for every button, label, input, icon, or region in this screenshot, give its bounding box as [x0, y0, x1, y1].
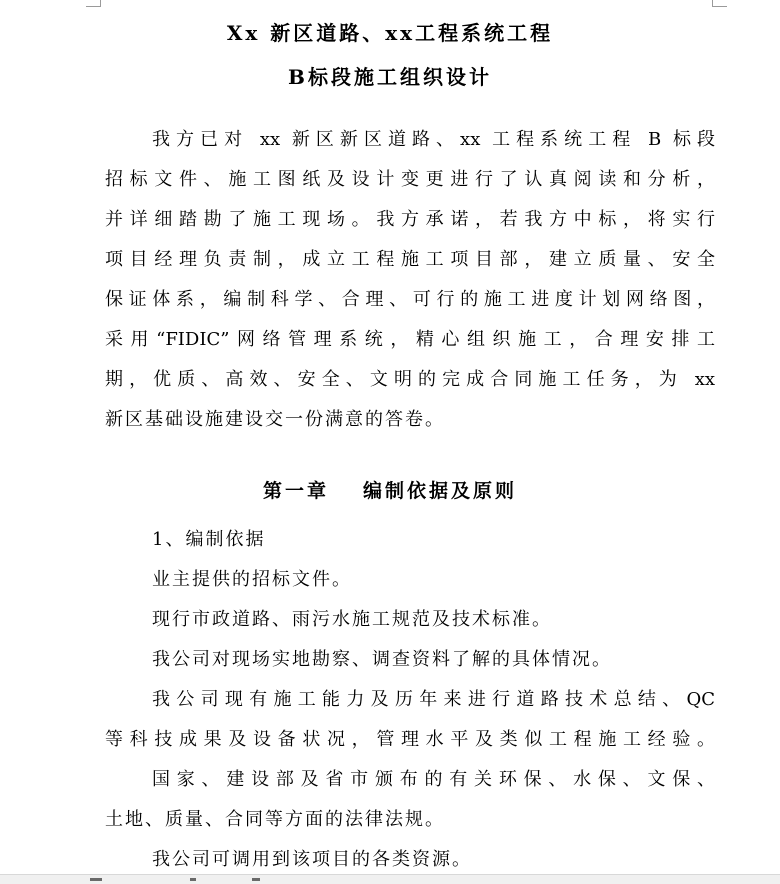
document-title-line-1: Xx 新区道路、xx工程系统工程: [226, 21, 554, 45]
basis-line-7: 土地、质量、合同等方面的法律法规。: [105, 809, 445, 830]
intro-line-8: 新区基础设施建设交一份满意的答卷。: [105, 409, 445, 430]
chapter-heading: [0, 476, 780, 503]
crop-mark-top-left-h: [86, 6, 101, 7]
intro-line-1: 我方已对 xx 新区新区道路、xx 工程系统工程 B 标段: [152, 129, 715, 150]
basis-line-8: 我公司可调用到该项目的各类资源。: [152, 849, 472, 870]
status-bar-indicator: [252, 878, 260, 881]
intro-line-6: 采用“FIDIC”网络管理系统，精心组织施工，合理安排工: [105, 329, 715, 350]
intro-line-5: 保证体系，编制科学、合理、可行的施工进度计划网络图，: [105, 289, 715, 310]
basis-line-5: 等科技成果及设备状况，管理水平及类似工程施工经验。: [105, 729, 715, 750]
section-1-title: 1、编制依据: [152, 529, 266, 550]
basis-line-4: 我公司现有施工能力及历年来进行道路技术总结、QC: [152, 689, 715, 710]
intro-line-7: 期，优质、高效、安全、文明的完成合同施工任务，为 xx: [105, 369, 715, 390]
basis-line-2: 现行市政道路、雨污水施工规范及技术标准。: [152, 609, 552, 630]
intro-line-4: 项目经理负责制，成立工程施工项目部，建立质量、安全: [105, 249, 715, 270]
basis-line-3: 我公司对现场实地勘察、调查资料了解的具体情况。: [152, 649, 612, 670]
intro-line-3: 并详细踏勘了施工现场。我方承诺，若我方中标，将实行: [105, 209, 715, 230]
intro-line-2: 招标文件、施工图纸及设计变更进行了认真阅读和分析，: [105, 169, 715, 190]
status-bar-indicator: [190, 878, 196, 881]
crop-mark-top-right-h: [712, 6, 727, 7]
basis-line-1: 业主提供的招标文件。: [152, 569, 352, 590]
basis-line-6: 国家、建设部及省市颁布的有关环保、水保、文保、: [152, 769, 715, 790]
chapter-title: 编制依据及原则: [363, 480, 518, 502]
document-title-line-2: B标段施工组织设计: [288, 65, 492, 89]
chapter-number: 第一章: [262, 480, 329, 502]
status-bar-indicator: [90, 878, 102, 881]
